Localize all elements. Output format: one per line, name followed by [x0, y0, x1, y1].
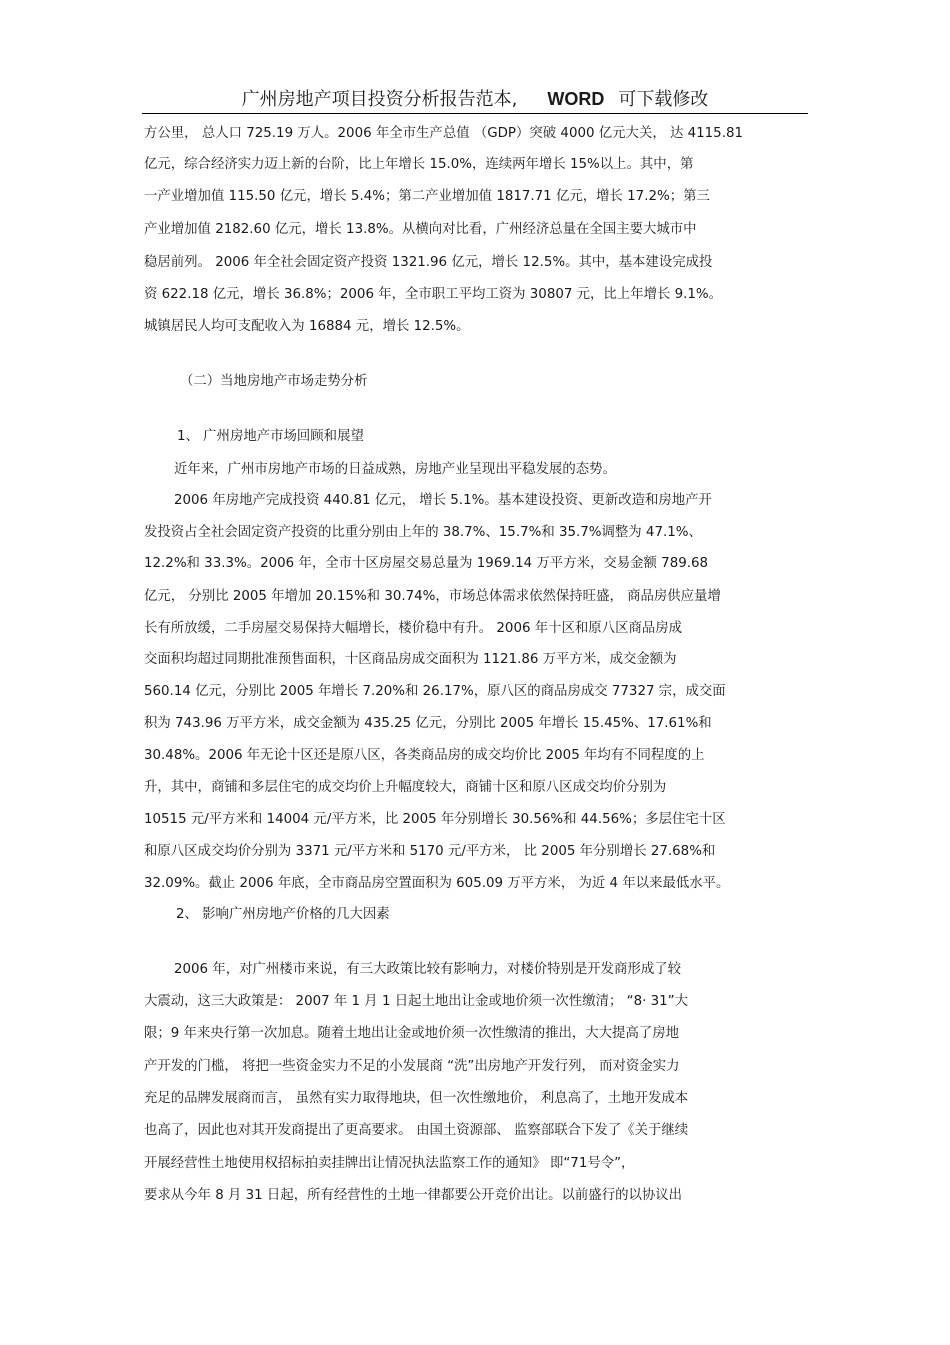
paragraph-line: 亿元，综合经济实力迈上新的台阶，比上年增长 15.0%，连续两年增长 15%以上。其中，第: [144, 157, 694, 172]
page-header: [142, 86, 808, 112]
paragraph-line: 亿元， 分别比 2005 年增加 20.15%和 30.74%，市场总体需求依然保持旺盛， 商品房供应量增: [144, 589, 721, 604]
paragraph-line: 30.48%。2006 年无论十区还是原八区，各类商品房的成交均价比 2005 年均有不同程度的上: [144, 748, 705, 763]
paragraph-line: 稳居前列。 2006 年全社会固定资产投资 1321.96 亿元，增长 12.5%。其中，基本建设完成投: [144, 255, 713, 270]
paragraph-line: 也高了，因此也对其开发商提出了更高要求。 由国土资源部、 监察部联合下发了《关于继续: [144, 1123, 689, 1138]
header-download-text: 可下载修改: [618, 89, 709, 110]
header-title-text: 广州房地产项目投资分析报告范本,: [241, 89, 518, 110]
subsection-heading: 2、 影响广州房地产价格的几大因素: [176, 907, 390, 922]
section-heading: （二）当地房地产市场走势分析: [180, 374, 368, 389]
paragraph-line: 一产业增加值 115.50 亿元，增长 5.4%；第二产业增加值 1817.71 亿元，增长 17.2%；第三: [144, 189, 710, 204]
paragraph-line: 城镇居民人均可支配收入为 16884 元，增长 12.5%。: [144, 319, 470, 334]
paragraph-line: 资 622.18 亿元，增长 36.8%；2006 年，全市职工平均工资为 30807 元，比上年增长 9.1%。: [144, 287, 723, 302]
paragraph-line: 长有所放缓，二手房屋交易保持大幅增长，楼价稳中有升。 2006 年十区和原八区商品房成: [144, 621, 683, 636]
paragraph-line: 升，其中，商铺和多层住宅的成交均价上升幅度较大，商铺十区和原八区成交均价分别为: [144, 780, 667, 795]
paragraph-line: 560.14 亿元，分别比 2005 年增长 7.20%和 26.17%，原八区的商品房成交 77327 宗，成交面: [144, 684, 726, 699]
paragraph-line: 限；9 年来央行第一次加息。随着土地出让金或地价须一次性缴清的推出，大大提高了房地: [144, 1026, 680, 1041]
paragraph-line: 方公里， 总人口 725.19 万人。2006 年全市生产总值 （GDP）突破 4000 亿元大关， 达 4115.81: [144, 126, 743, 141]
paragraph-line: 交面积均超过同期批准预售面积，十区商品房成交面积为 1121.86 万平方米，成交金额为: [144, 652, 677, 667]
paragraph-line: 产业增加值 2182.60 亿元，增长 13.8%。从横向对比看，广州经济总量在全国主要大城市中: [144, 222, 697, 237]
paragraph-line: 要求从今年 8 月 31 日起，所有经营性的土地一律都要公开竞价出让。以前盛行的以协议出: [144, 1188, 683, 1203]
subsection-heading: 1、 广州房地产市场回顾和展望: [177, 429, 364, 444]
header-rule: [142, 113, 808, 114]
paragraph-line: 发投资占全社会固定资产投资的比重分别由上年的 38.7%、15.7%和 35.7%调整为 47.1%、: [144, 525, 702, 540]
paragraph-line: 12.2%和 33.3%。2006 年，全市十区房屋交易总量为 1969.14 万平方米，交易金额 789.68: [144, 556, 709, 571]
paragraph-line: 产开发的门槛， 将把一些资金实力不足的小发展商 “洗”出房地产开发行列， 而对资金实力: [144, 1059, 680, 1074]
paragraph-line: 10515 元/平方米和 14004 元/平方米，比 2005 年分别增长 30.56%和 44.56%；多层住宅十区: [144, 812, 726, 827]
paragraph-line: 和原八区成交均价分别为 3371 元/平方米和 5170 元/平方米， 比 2005 年分别增长 27.68%和: [144, 844, 716, 859]
paragraph-line: 32.09%。截止 2006 年底，全市商品房空置面积为 605.09 万平方米， 为近 4 年以来最低水平。: [144, 876, 730, 891]
paragraph-line: 充足的品牌发展商而言， 虽然有实力取得地块，但一次性缴地价， 利息高了，土地开发成本: [144, 1091, 689, 1106]
paragraph-line: 大震动，这三大政策是： 2007 年 1 月 1 日起土地出让金或地价须一次性缴清； “8· 31”大: [144, 994, 688, 1009]
header-word-label: WORD: [547, 89, 605, 109]
paragraph-line: 近年来，广州市房地产市场的日益成熟，房地产业呈现出平稳发展的态势。: [174, 462, 616, 477]
paragraph-line: 2006 年，对广州楼市来说，有三大政策比较有影响力，对楼价特别是开发商形成了较: [174, 962, 682, 977]
paragraph-line: 开展经营性土地使用权招标拍卖挂牌出让情况执法监察工作的通知》 即“71号令”，: [144, 1156, 635, 1171]
paragraph-line: 2006 年房地产完成投资 440.81 亿元， 增长 5.1%。基本建设投资、更新改造和房地产开: [174, 493, 712, 508]
paragraph-line: 积为 743.96 万平方米，成交金额为 435.25 亿元，分别比 2005 年增长 15.45%、17.61%和: [144, 716, 712, 731]
